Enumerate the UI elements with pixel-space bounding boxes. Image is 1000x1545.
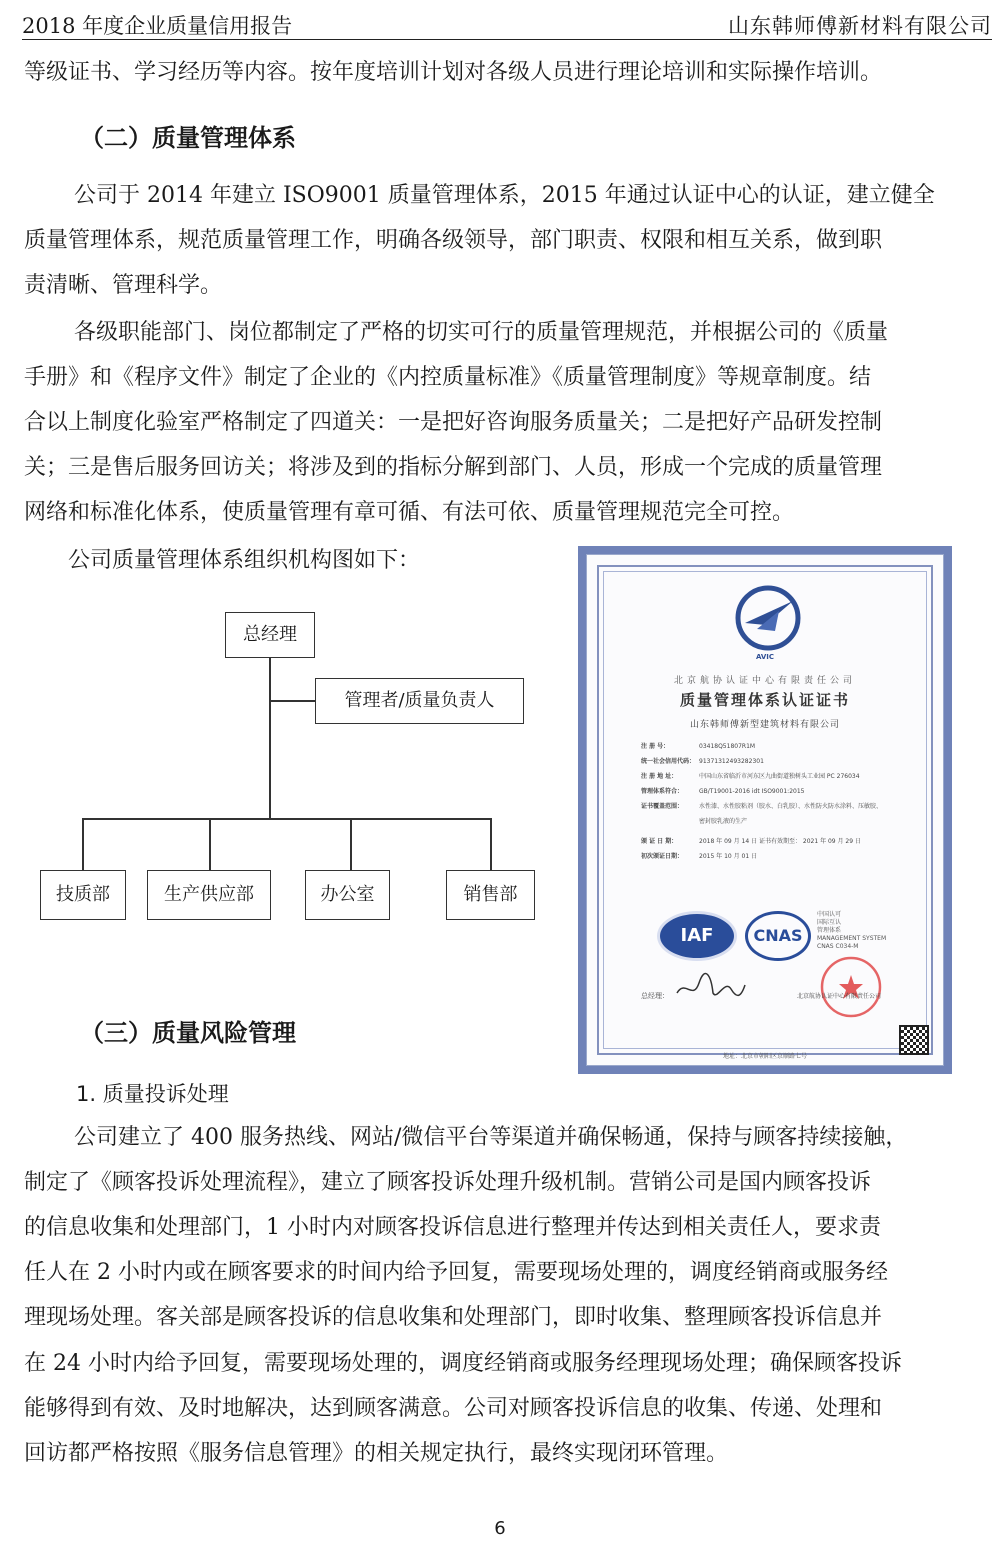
org-box-sales: 销售部: [446, 870, 535, 920]
seal-company-label: 北京航协认证中心有限责任公司: [797, 993, 882, 1000]
avic-logo-icon: [735, 585, 801, 651]
certificate-issuer: 北京航协认证中心有限责任公司: [673, 676, 856, 686]
certificate-row: 管理体系符合： GB/T19001-2016 idt ISO9001:2015: [641, 788, 805, 795]
org-connector: [269, 700, 315, 702]
paragraph-line: 各级职能部门、岗位都制定了严格的切实可行的质量管理规范，并根据公司的《质量: [74, 320, 889, 345]
paragraph-line: 质量管理体系，规范质量管理工作，明确各级领导，部门职责、权限和相互关系，做到职: [24, 228, 883, 253]
org-connector: [350, 818, 352, 870]
report-title: 2018 年度企业质量信用报告: [22, 14, 293, 38]
certificate-row: 注 册 地 址： 中国山东省临沂市河东区九曲街道独树头工业园 PC 276034: [641, 773, 860, 780]
intro-line: 等级证书、学习经历等内容。按年度培训计划对各级人员进行理论培训和实际操作培训。: [24, 60, 883, 85]
org-box-technical-quality: 技质部: [40, 870, 126, 920]
org-box-general-manager: 总经理: [225, 612, 315, 658]
signature-icon: [673, 971, 747, 1005]
paragraph-line: 关；三是售后服务回访关；将涉及到的指标分解到部门、人员，形成一个完成的质量管理: [24, 455, 883, 480]
company-name: 山东韩师傅新材料有限公司: [728, 14, 992, 38]
paragraph-line: 能够得到有效、及时地解决，达到顾客满意。公司对顾客投诉信息的收集、传递、处理和: [24, 1396, 883, 1421]
paragraph-line: 回访都严格按照《服务信息管理》的相关规定执行，最终实现闭环管理。: [24, 1441, 729, 1466]
paragraph-line: 网络和标准化体系，使质量管理有章可循、有法可依、质量管理规范完全可控。: [24, 500, 795, 525]
certificate-row: 证书覆盖范围： 水性漆、水性胶粘剂（胶水、白乳胶）、水性防火防水涂料、压敏胶、: [641, 803, 883, 810]
paragraph-line: 手册》和《程序文件》制定了企业的《内控质量标准》《质量管理制度》等规章制度。结: [24, 365, 872, 390]
certificate-title: 质量管理体系认证证书: [679, 691, 850, 709]
org-connector: [82, 818, 491, 820]
subsection-complaint-handling: 1. 质量投诉处理: [76, 1082, 229, 1106]
paragraph-line: 合以上制度化验室严格制定了四道关：一是把好咨询服务质量关；二是把好产品研发控制: [24, 410, 883, 435]
paragraph-line: 的信息收集和处理部门，1 小时内对顾客投诉信息进行整理并传达到相关责任人，要求责: [24, 1215, 881, 1240]
section-heading-quality-risk: （三）质量风险管理: [80, 1019, 296, 1047]
cnas-logo-icon: CNAS: [745, 911, 811, 961]
paragraph-line: 理现场处理。客关部是顾客投诉的信息收集和处理部门，即时收集、整理顾客投诉信息并: [24, 1305, 883, 1330]
org-connector: [209, 818, 211, 870]
paragraph-line: 任人在 2 小时内或在顾客要求的时间内给予回复，需要现场处理的，调度经销商或服务经: [24, 1260, 888, 1285]
avic-logo-text: AVIC: [755, 653, 775, 661]
certificate-row: 注 册 号： 03418Q51807R1M: [641, 743, 756, 750]
paragraph-line: 制定了《顾客投诉处理流程》，建立了顾客投诉处理升级机制。营销公司是国内顾客投诉: [24, 1170, 872, 1195]
paragraph-line: 在 24 小时内给予回复，需要现场处理的，调度经销商或服务经理现场处理；确保顾客投诉: [24, 1351, 902, 1376]
certificate-row: 初次颁证日期： 2015 年 10 月 01 日: [641, 853, 758, 860]
certificate-image: [578, 546, 952, 1074]
paragraph-line: 责清晰、管理科学。: [24, 273, 223, 298]
certificate-company: 山东韩师傅新型建筑材料有限公司: [689, 720, 840, 730]
certificate-row: 颁 证 日 期： 2018 年 09 月 14 日 证书有效期至： 2021 年 09 月 29 日: [641, 838, 861, 845]
cnas-note: 中国认可 国际互认 管理体系 MANAGEMENT SYSTEM CNAS C034-M: [817, 911, 887, 950]
certificate-row: 统一社会信用代码： 91371312493282301: [641, 758, 764, 765]
org-connector: [269, 658, 271, 818]
org-box-quality-manager: 管理者/质量负责人: [315, 678, 524, 724]
org-connector: [82, 818, 84, 870]
page-number: 6: [494, 1518, 506, 1539]
official-seal-icon: [819, 955, 883, 1019]
paragraph-line: 公司于 2014 年建立 ISO9001 质量管理体系，2015 年通过认证中心的认证，建立健全: [74, 183, 935, 208]
page-header: [22, 6, 992, 40]
org-box-office: 办公室: [305, 870, 390, 920]
org-box-production-supply: 生产供应部: [147, 870, 271, 920]
general-manager-label: 总经理：: [641, 992, 669, 1000]
iaf-logo-icon: IAF: [657, 911, 737, 961]
certificate-address: 地址：北京市朝阳区京顺路七号: [722, 1053, 807, 1060]
paragraph-line: 公司建立了 400 服务热线、网站/微信平台等渠道并确保畅通，保持与顾客持续接触，: [74, 1125, 908, 1150]
section-heading-quality-system: （二）质量管理体系: [80, 124, 296, 152]
certificate-row: 密封胶乳液的生产: [699, 818, 748, 825]
org-chart-intro: 公司质量管理体系组织机构图如下：: [68, 548, 421, 573]
org-connector: [490, 818, 492, 870]
